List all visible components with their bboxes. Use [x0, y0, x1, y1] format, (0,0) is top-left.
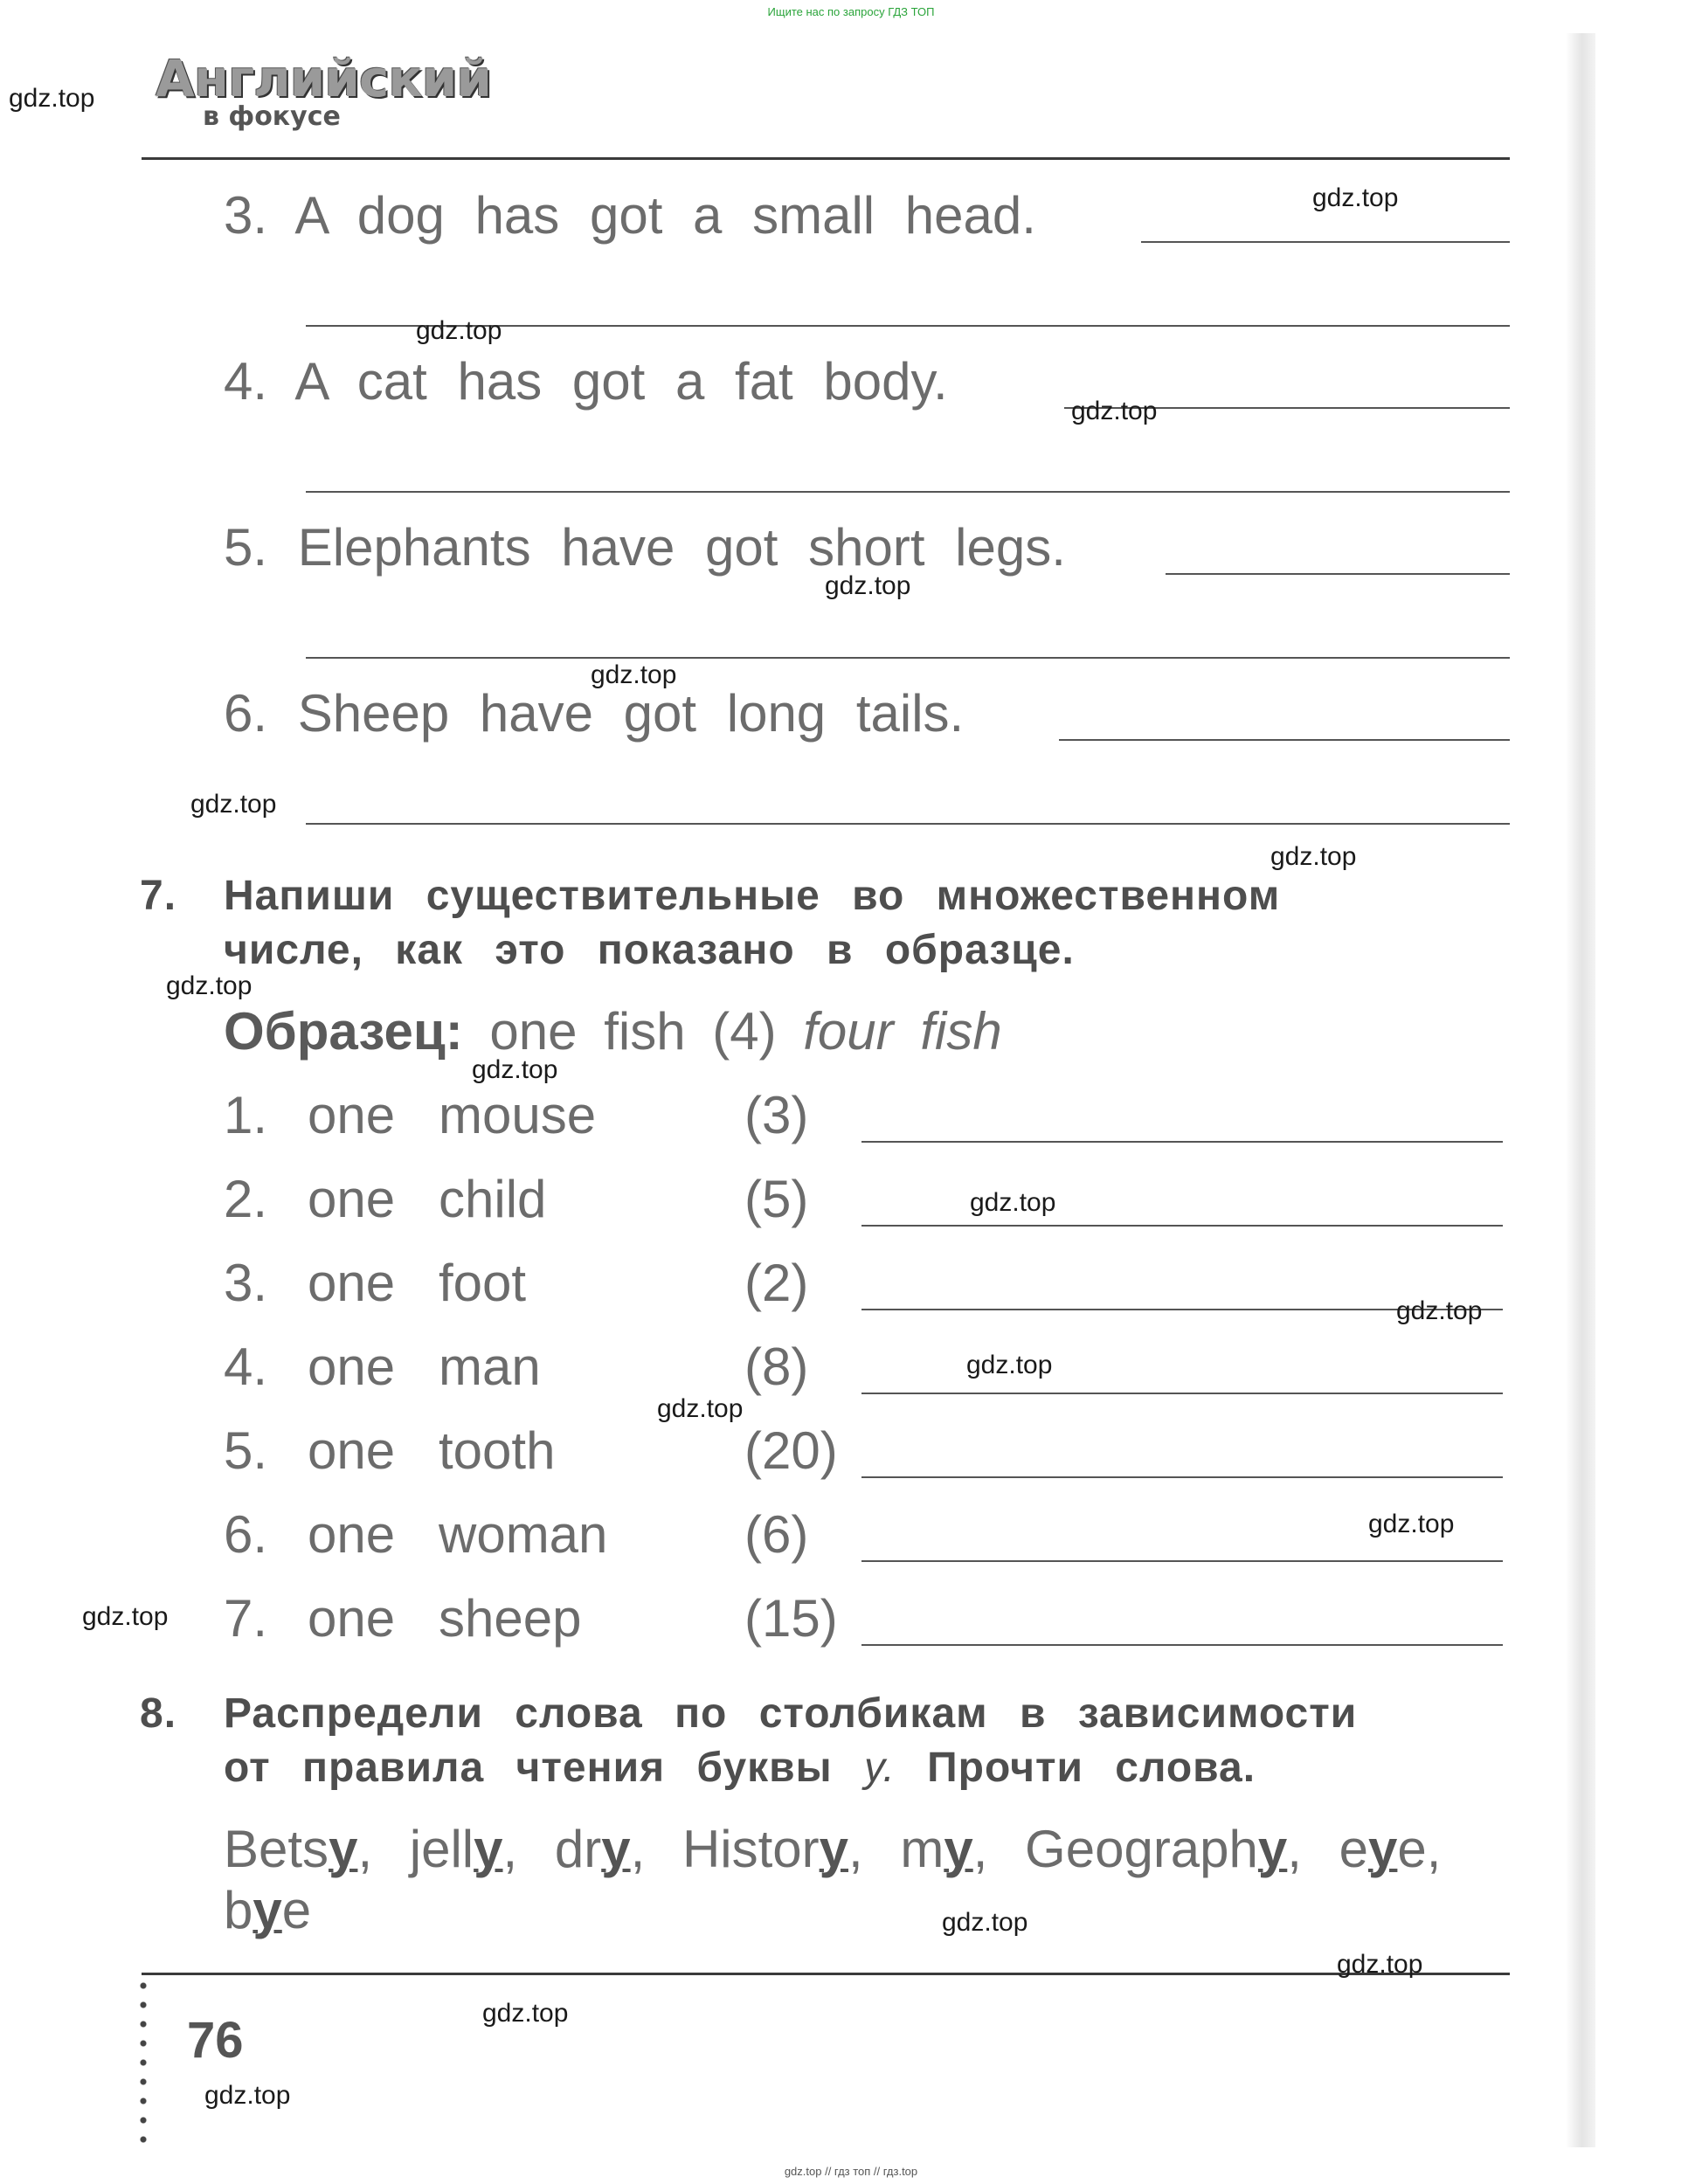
plural-item-num: 4. [224, 1337, 268, 1396]
watermark-text: gdz.top [970, 1188, 1056, 1217]
word-letter-y: y [474, 1820, 503, 1878]
watermark-text: gdz.top [1312, 183, 1399, 212]
plural-item-noun: child [439, 1170, 547, 1228]
plural-item-noun: tooth [439, 1421, 556, 1480]
word-item [1339, 1820, 1442, 1878]
word-letter-y: y [329, 1820, 358, 1878]
footer-dots [140, 1976, 147, 2151]
plural-item-one: one [308, 1170, 396, 1228]
word-letter-y: y [819, 1820, 848, 1878]
word-tail: , [848, 1820, 863, 1878]
watermark-text: gdz.top [942, 1908, 1028, 1937]
word-tail: , [972, 1820, 988, 1878]
watermark-text: gdz.top [82, 1602, 169, 1631]
plural-item-count: (8) [744, 1337, 809, 1396]
word-letter-y: y [601, 1820, 631, 1878]
sentence-3: 3. A dog has got a small head. [224, 186, 1036, 245]
sentence-6: 6. Sheep have got long tails. [224, 684, 965, 743]
word-stem: b [224, 1881, 253, 1939]
answer-line[interactable] [861, 1225, 1503, 1227]
task-7-heading: 7. Напиши существительные во множественном [140, 873, 1281, 919]
answer-line[interactable] [306, 823, 1510, 825]
word-stem: Histor [681, 1820, 820, 1878]
watermark-text: gdz.top [1071, 397, 1158, 425]
word-item [224, 1820, 372, 1878]
word-tail: , [1287, 1820, 1302, 1878]
word-stem: jell [409, 1820, 474, 1878]
watermark-text: gdz.top [472, 1055, 558, 1084]
answer-line[interactable] [1166, 573, 1510, 575]
watermark-text: gdz.top [9, 84, 95, 113]
word-stem: dr [554, 1820, 602, 1878]
watermark-text: gdz.top [657, 1394, 744, 1423]
plural-item-noun: man [439, 1337, 541, 1396]
word-letter-y: y [1368, 1820, 1398, 1878]
task-8-heading-line2: от правила чтения буквы y. Прочти слова. [224, 1745, 1256, 1791]
page-edge-shadow [1566, 33, 1595, 2147]
header-rule [142, 157, 1510, 160]
watermark-text: gdz.top [416, 316, 502, 345]
answer-line[interactable] [861, 1476, 1503, 1478]
watermark-text: gdz.top [1270, 842, 1357, 871]
word-item [1025, 1820, 1302, 1878]
plural-item-count: (6) [744, 1505, 809, 1564]
word-letter-y: y [1257, 1820, 1288, 1878]
plural-item-one: one [308, 1589, 396, 1648]
plural-item-one: one [308, 1421, 396, 1480]
word-item [555, 1820, 645, 1878]
watermark-text: gdz.top [1396, 1296, 1483, 1325]
word-item [900, 1820, 987, 1878]
word-stem: m [900, 1820, 944, 1878]
footer-rule [142, 1973, 1510, 1975]
logo-subtitle: в фокусе [203, 101, 341, 132]
plural-item-num: 5. [224, 1421, 268, 1480]
task-8-heading: 8. Распредели слова по столбикам в зависимости [140, 1690, 1358, 1737]
sentence-4: 4. A cat has got a fat body. [224, 352, 948, 411]
word-tail: e [281, 1881, 312, 1939]
watermark-text: gdz.top [825, 571, 911, 600]
word-letter-y: y [944, 1820, 973, 1878]
answer-line[interactable] [306, 657, 1510, 659]
plural-item-count: (2) [744, 1254, 809, 1312]
word-list-line-2 [224, 1880, 311, 1940]
word-list-line-1 [224, 1819, 1441, 1879]
word-tail: , [357, 1820, 373, 1878]
watermark-text: gdz.top [1337, 1950, 1423, 1979]
sentence-5: 5. Elephants have got short legs. [224, 518, 1066, 577]
answer-line[interactable] [1059, 739, 1510, 741]
plural-item-num: 6. [224, 1505, 268, 1564]
task-7-example: Образец: one fish (4) four fish [224, 1002, 1002, 1061]
plural-item-count: (15) [744, 1589, 838, 1648]
plural-item-one: one [308, 1337, 396, 1396]
word-letter-y: y [253, 1881, 282, 1939]
watermark-text: gdz.top [1368, 1510, 1455, 1538]
plural-item-num: 1. [224, 1086, 268, 1144]
word-item [224, 1881, 311, 1939]
plural-item-count: (20) [744, 1421, 838, 1480]
plural-item-noun: woman [439, 1505, 608, 1564]
watermark-text: gdz.top [591, 660, 677, 689]
word-tail: , [502, 1820, 518, 1878]
watermark-text: gdz.top [204, 2081, 291, 2110]
answer-line[interactable] [861, 1393, 1503, 1394]
word-item [410, 1820, 517, 1878]
plural-item-one: one [308, 1505, 396, 1564]
watermark-text: gdz.top [166, 971, 253, 1000]
bottom-note: gdz.top // гдз топ // гдз.top [784, 2165, 918, 2178]
plural-item-count: (3) [744, 1086, 809, 1144]
top-note: Ищите нас по запросу ГДЗ ТОП [767, 5, 935, 18]
watermark-text: gdz.top [966, 1351, 1053, 1379]
answer-line[interactable] [861, 1141, 1503, 1143]
answer-line[interactable] [861, 1644, 1503, 1646]
logo-title: Английский [156, 49, 492, 108]
answer-line[interactable] [306, 491, 1510, 493]
plural-item-num: 2. [224, 1170, 268, 1228]
word-tail: , [630, 1820, 646, 1878]
word-stem: e [1339, 1820, 1369, 1878]
plural-item-count: (5) [744, 1170, 809, 1228]
plural-item-noun: mouse [439, 1086, 597, 1144]
word-stem: Geograph [1025, 1820, 1258, 1878]
task-7-heading-line2: числе, как это показано в образце. [224, 927, 1075, 973]
watermark-text: gdz.top [482, 1999, 569, 2028]
answer-line[interactable] [1141, 241, 1510, 243]
word-tail: e, [1397, 1820, 1442, 1878]
plural-item-noun: foot [439, 1254, 527, 1312]
page-number: 76 [187, 2012, 244, 2069]
watermark-text: gdz.top [190, 790, 277, 819]
plural-item-one: one [308, 1086, 396, 1144]
answer-line[interactable] [861, 1560, 1503, 1562]
plural-item-noun: sheep [439, 1589, 582, 1648]
plural-item-one: one [308, 1254, 396, 1312]
plural-item-num: 3. [224, 1254, 268, 1312]
word-item [682, 1820, 863, 1878]
plural-item-num: 7. [224, 1589, 268, 1648]
word-stem: Bets [224, 1820, 329, 1878]
